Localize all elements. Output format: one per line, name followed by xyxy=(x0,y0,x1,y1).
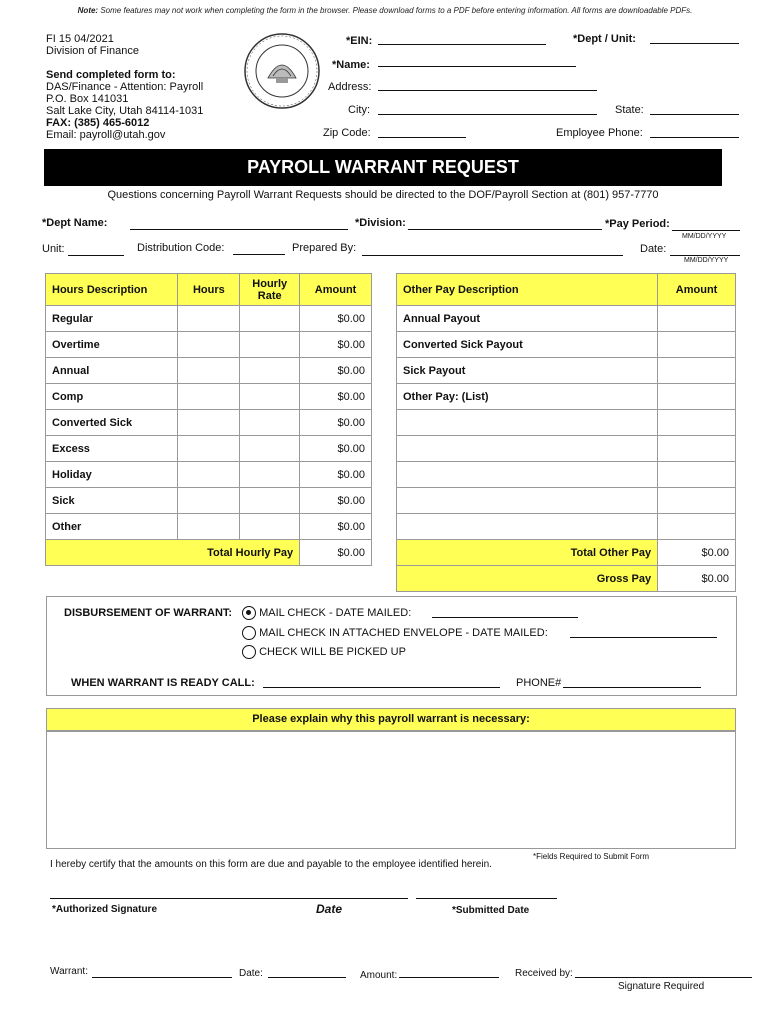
hours-row xyxy=(46,462,372,488)
zip-label: Zip Code: xyxy=(323,127,371,139)
other-pay-amount[interactable] xyxy=(658,436,736,462)
sender-info xyxy=(46,33,203,141)
ein-label: *EIN: xyxy=(346,35,373,47)
hours-input[interactable] xyxy=(178,384,240,410)
gross-pay-value: $0.00 xyxy=(658,566,736,592)
rate-input[interactable] xyxy=(240,488,300,514)
other-amount-header: Amount xyxy=(658,274,736,306)
hours-input[interactable] xyxy=(178,488,240,514)
pickup-option[interactable] xyxy=(242,645,406,659)
mail-check-radio[interactable] xyxy=(242,606,256,620)
dept-unit-field[interactable] xyxy=(650,32,739,44)
date-label: Date: xyxy=(640,243,667,255)
name-label: *Name: xyxy=(332,59,370,71)
other-pay-desc: Converted Sick Payout xyxy=(397,332,658,358)
other-pay-row xyxy=(397,410,736,436)
hours-row-label: Regular xyxy=(46,306,178,332)
other-pay-row xyxy=(397,436,736,462)
other-pay-desc: Annual Payout xyxy=(397,306,658,332)
rate-input[interactable] xyxy=(240,306,300,332)
fax: FAX: (385) 465-6012 xyxy=(46,117,150,129)
warrant-field[interactable] xyxy=(92,968,232,978)
mail-envelope-radio[interactable] xyxy=(242,626,256,640)
amount-value: $0.00 xyxy=(300,462,372,488)
other-pay-amount[interactable] xyxy=(658,462,736,488)
date-format: MM/DD/YYYY xyxy=(684,257,729,264)
pickup-radio[interactable] xyxy=(242,645,256,659)
division-field-label: *Division: xyxy=(355,217,406,229)
hours-row xyxy=(46,332,372,358)
division-field[interactable] xyxy=(408,218,602,230)
state-seal-image xyxy=(243,32,321,110)
footer-date-label: Date: xyxy=(239,968,263,979)
amount-value: $0.00 xyxy=(300,488,372,514)
address-line-1: DAS/Finance - Attention: Payroll xyxy=(46,81,204,93)
other-pay-row xyxy=(397,462,736,488)
date-mailed-field[interactable] xyxy=(432,606,578,618)
other-pay-row xyxy=(397,332,736,358)
hours-row-label: Comp xyxy=(46,384,178,410)
note-prefix: Note: xyxy=(77,6,99,15)
signature-required-label: Signature Required xyxy=(618,981,705,992)
other-pay-row xyxy=(397,488,736,514)
note-text: Some features may not work when completing the form in the browser. Please download forms to a PDF before entering information. All forms are downloadable PDFs. xyxy=(100,6,693,15)
other-pay-desc: Sick Payout xyxy=(397,358,658,384)
amount-value: $0.00 xyxy=(300,384,372,410)
amount-value: $0.00 xyxy=(300,410,372,436)
disbursement-label: DISBURSEMENT OF WARRANT: xyxy=(64,607,233,619)
other-pay-desc[interactable] xyxy=(397,436,658,462)
questions-text: Questions concerning Payroll Warrant Requests should be directed to the DOF/Payroll Section at (801) 957-7770 xyxy=(107,189,659,201)
hours-input[interactable] xyxy=(178,306,240,332)
other-pay-row xyxy=(397,306,736,332)
rate-input[interactable] xyxy=(240,332,300,358)
ein-field[interactable] xyxy=(378,33,546,45)
dept-name-field[interactable] xyxy=(130,218,348,230)
hours-input[interactable] xyxy=(178,462,240,488)
other-pay-table xyxy=(396,273,736,592)
other-pay-desc: Other Pay: (List) xyxy=(397,384,658,410)
total-other-label: Total Other Pay xyxy=(397,540,658,566)
other-pay-amount[interactable] xyxy=(658,332,736,358)
certify-text: I hereby certify that the amounts on this form are due and payable to the employee identified herein. xyxy=(50,859,492,870)
pay-period-field[interactable] xyxy=(672,219,740,231)
other-pay-amount[interactable] xyxy=(658,488,736,514)
envelope-date-field[interactable] xyxy=(570,626,717,638)
other-pay-amount[interactable] xyxy=(658,384,736,410)
dist-code-label: Distribution Code: xyxy=(137,242,225,254)
rate-input[interactable] xyxy=(240,384,300,410)
hours-row xyxy=(46,306,372,332)
rate-header: Hourly Rate xyxy=(240,274,300,306)
rate-input[interactable] xyxy=(240,462,300,488)
rate-input[interactable] xyxy=(240,358,300,384)
prepared-by-field[interactable] xyxy=(362,244,623,256)
address-line-3: Salt Lake City, Utah 84114-1031 xyxy=(46,105,204,117)
dept-unit-label: *Dept / Unit: xyxy=(573,33,636,45)
other-pay-row xyxy=(397,384,736,410)
address-line-2: P.O. Box 141031 xyxy=(46,93,129,105)
amount-value: $0.00 xyxy=(300,436,372,462)
received-field[interactable] xyxy=(575,968,752,978)
hours-input[interactable] xyxy=(178,410,240,436)
city-field[interactable] xyxy=(378,103,597,115)
prepared-by-label: Prepared By: xyxy=(292,242,357,254)
hours-row-label: Holiday xyxy=(46,462,178,488)
dept-name-label: *Dept Name: xyxy=(42,217,108,229)
pay-period-format: MM/DD/YYYY xyxy=(682,233,727,240)
hours-row-label: Sick xyxy=(46,488,178,514)
hours-input[interactable] xyxy=(178,514,240,540)
address-label: Address: xyxy=(328,81,372,93)
mail-check-option[interactable] xyxy=(242,606,411,620)
rate-input[interactable] xyxy=(240,436,300,462)
other-pay-row xyxy=(397,358,736,384)
hours-desc-header: Hours Description xyxy=(46,274,178,306)
amount-value: $0.00 xyxy=(300,514,372,540)
ready-call-label: WHEN WARRANT IS READY CALL: xyxy=(71,677,255,689)
date-italic-label: Date xyxy=(316,902,343,916)
explain-textarea[interactable] xyxy=(46,731,736,849)
other-pay-desc[interactable] xyxy=(397,488,658,514)
hours-row-label: Converted Sick xyxy=(46,410,178,436)
other-pay-amount[interactable] xyxy=(658,358,736,384)
gross-pay-label: Gross Pay xyxy=(397,566,658,592)
hours-row xyxy=(46,384,372,410)
form-id: FI 15 04/2021 xyxy=(46,33,114,45)
employee-phone-label: Employee Phone: xyxy=(556,127,643,139)
pay-period-label: *Pay Period: xyxy=(605,218,670,230)
other-desc-header: Other Pay Description xyxy=(397,274,658,306)
total-hourly-value: $0.00 xyxy=(300,540,372,566)
zip-field[interactable] xyxy=(378,126,466,138)
city-label: City: xyxy=(348,104,370,116)
received-label: Received by: xyxy=(515,968,573,979)
form-title: PAYROLL WARRANT REQUEST xyxy=(44,149,722,186)
employee-phone-field[interactable] xyxy=(650,126,739,138)
hours-row-label: Other xyxy=(46,514,178,540)
phone-field[interactable] xyxy=(563,676,701,688)
rate-input[interactable] xyxy=(240,514,300,540)
other-pay-desc[interactable] xyxy=(397,514,658,540)
browser-note xyxy=(0,6,770,15)
name-field[interactable] xyxy=(378,55,576,67)
amount-value: $0.00 xyxy=(300,358,372,384)
amount-value: $0.00 xyxy=(300,332,372,358)
hours-row xyxy=(46,514,372,540)
amount-value: $0.00 xyxy=(300,306,372,332)
email: Email: payroll@utah.gov xyxy=(46,129,166,141)
hours-input[interactable] xyxy=(178,436,240,462)
amount-header: Amount xyxy=(300,274,372,306)
state-label: State: xyxy=(615,104,644,116)
dist-code-field[interactable] xyxy=(233,243,285,255)
other-pay-amount[interactable] xyxy=(658,514,736,540)
other-pay-desc[interactable] xyxy=(397,462,658,488)
total-hourly-label: Total Hourly Pay xyxy=(46,540,300,566)
state-field[interactable] xyxy=(650,103,739,115)
rate-input[interactable] xyxy=(240,410,300,436)
date-field[interactable] xyxy=(670,244,740,256)
hours-input[interactable] xyxy=(178,332,240,358)
footer-date-field[interactable] xyxy=(268,968,346,978)
ready-call-field[interactable] xyxy=(263,676,500,688)
hours-row xyxy=(46,410,372,436)
amount-label: Amount: xyxy=(360,970,398,981)
unit-field[interactable] xyxy=(68,244,124,256)
other-pay-row xyxy=(397,514,736,540)
pickup-label: CHECK WILL BE PICKED UP xyxy=(259,645,406,658)
submitted-date-field[interactable] xyxy=(416,898,557,899)
mail-envelope-option[interactable] xyxy=(242,626,548,640)
address-field[interactable] xyxy=(378,79,597,91)
warrant-label: Warrant: xyxy=(50,966,88,977)
required-note: *Fields Required to Submit Form xyxy=(533,852,650,861)
other-pay-amount[interactable] xyxy=(658,410,736,436)
mail-check-label: MAIL CHECK - DATE MAILED: xyxy=(259,606,412,619)
auth-signature-field[interactable] xyxy=(50,898,408,899)
hours-row-label: Excess xyxy=(46,436,178,462)
other-pay-desc[interactable] xyxy=(397,410,658,436)
hours-row xyxy=(46,488,372,514)
total-other-value: $0.00 xyxy=(658,540,736,566)
unit-label: Unit: xyxy=(42,243,65,255)
hours-row xyxy=(46,358,372,384)
submitted-date-label: *Submitted Date xyxy=(452,905,530,916)
division-label: Division of Finance xyxy=(46,45,139,57)
hours-row-label: Annual xyxy=(46,358,178,384)
amount-field[interactable] xyxy=(399,968,499,978)
hours-table xyxy=(45,273,372,566)
send-label: Send completed form to: xyxy=(46,69,176,81)
auth-signature-label: *Authorized Signature xyxy=(52,904,158,915)
hours-input[interactable] xyxy=(178,358,240,384)
explain-header: Please explain why this payroll warrant is necessary: xyxy=(46,708,736,731)
other-pay-amount[interactable] xyxy=(658,306,736,332)
hours-row-label: Overtime xyxy=(46,332,178,358)
mail-envelope-label: MAIL CHECK IN ATTACHED ENVELOPE - DATE MAILED: xyxy=(259,626,548,639)
hours-row xyxy=(46,436,372,462)
hours-header: Hours xyxy=(178,274,240,306)
phone-label: PHONE# xyxy=(516,677,562,689)
